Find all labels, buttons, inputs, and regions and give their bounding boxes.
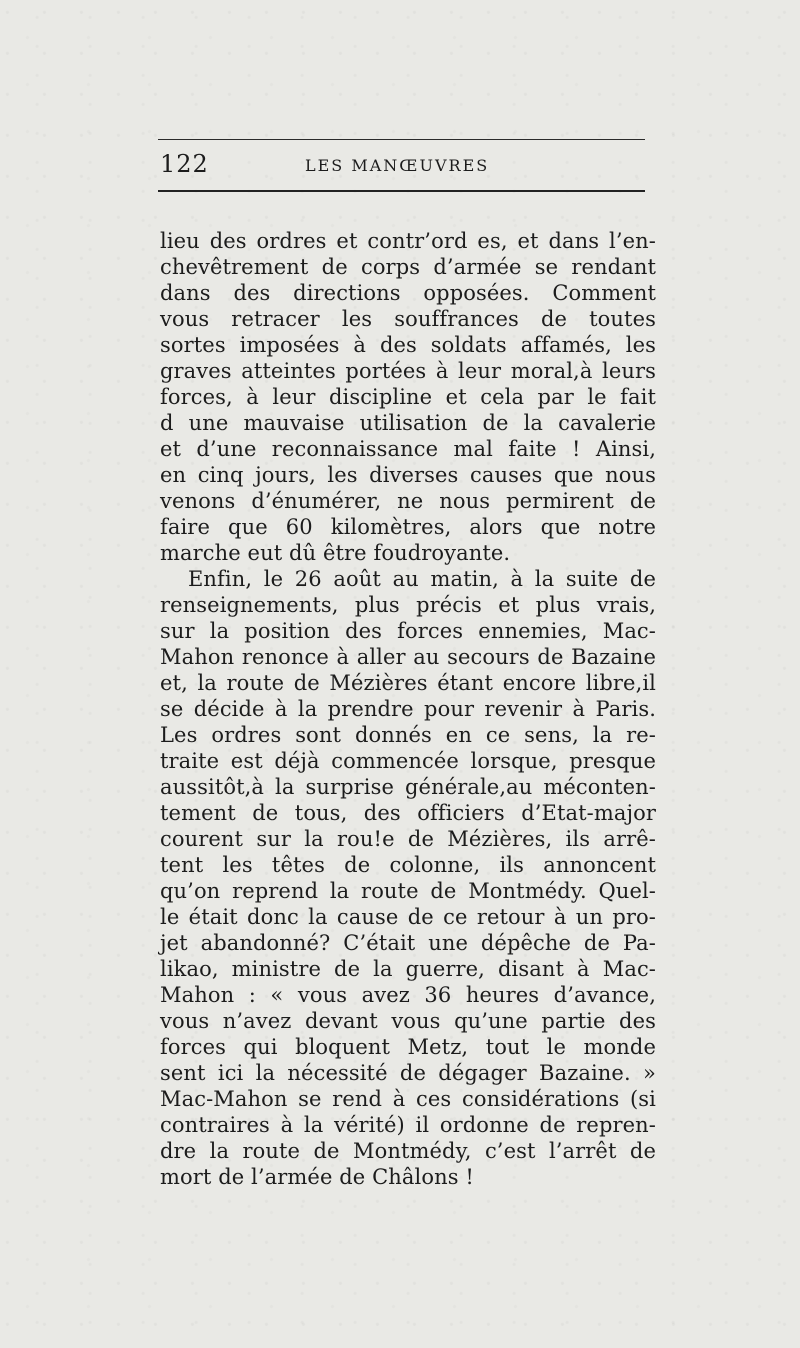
text-line: se décide à la prendre pour revenir à Paris. [160, 697, 656, 721]
header-rule-top [158, 139, 645, 140]
text-line: Mac-Mahon se rend à ces considérations (si [160, 1087, 656, 1111]
text-line: jet abandonné? C’était une dépêche de Pa- [160, 931, 656, 955]
text-line: courent sur la rou!e de Mézières, ils arrê- [160, 827, 656, 851]
text-line: dans des directions opposées. Comment [160, 281, 656, 305]
text-line: sent ici la nécessité de dégager Bazaine. » [160, 1061, 656, 1085]
text-line: tement de tous, des officiers d’Etat-major [160, 801, 656, 825]
text-line: forces, à leur discipline et cela par le fait [160, 385, 656, 409]
body-text [160, 228, 656, 1190]
text-line: sur la position des forces ennemies, Mac- [160, 619, 656, 643]
text-line: et, la route de Mézières étant encore libre,il [160, 671, 656, 695]
text-line: sortes imposées à des soldats affamés, les [160, 333, 656, 357]
text-line: vous n’avez devant vous qu’une partie des [160, 1009, 656, 1033]
running-title: LES MANŒUVRES [305, 156, 490, 175]
text-line: contraires à la vérité) il ordonne de repren- [160, 1113, 656, 1137]
text-line: aussitôt,à la surprise générale,au méconten- [160, 775, 656, 799]
text-line: mort de l’armée de Châlons ! [160, 1165, 474, 1189]
paragraph-start-line: Enfin, le 26 août au matin, à la suite de [188, 567, 656, 591]
text-line: renseignements, plus précis et plus vrais, [160, 593, 656, 617]
text-line: dre la route de Montmédy, c’est l’arrêt de [160, 1139, 656, 1163]
text-line: chevêtrement de corps d’armée se rendant [160, 255, 656, 279]
text-line: faire que 60 kilomètres, alors que notre [160, 515, 656, 539]
text-line: d une mauvaise utilisation de la cavalerie [160, 411, 656, 435]
text-line: Les ordres sont donnés en ce sens, la re- [160, 723, 656, 747]
text-line: graves atteintes portées à leur moral,à leurs [160, 359, 656, 383]
text-line: tent les têtes de colonne, ils annoncent [160, 853, 656, 877]
text-line: Mahon : « vous avez 36 heures d’avance, [160, 983, 656, 1007]
text-line: et d’une reconnaissance mal faite ! Ainsi, [160, 437, 656, 461]
text-line: forces qui bloquent Metz, tout le monde [160, 1035, 656, 1059]
text-line: le était donc la cause de ce retour à un pro- [160, 905, 656, 929]
header-rule-bottom [158, 190, 645, 192]
text-line: likao, ministre de la guerre, disant à Mac- [160, 957, 656, 981]
text-line: lieu des ordres et contr’ord es, et dans l’en- [160, 229, 656, 253]
text-line: marche eut dû être foudroyante. [160, 541, 511, 565]
text-line: venons d’énumérer, ne nous permirent de [160, 489, 656, 513]
text-line: traite est déjà commencée lorsque, presque [160, 749, 656, 773]
text-line: vous retracer les souffrances de toutes [160, 307, 656, 331]
page-number: 122 [160, 150, 209, 178]
text-line: Mahon renonce à aller au secours de Bazaine [160, 645, 656, 669]
text-line: qu’on reprend la route de Montmédy. Quel- [160, 879, 656, 903]
text-line: en cinq jours, les diverses causes que nous [160, 463, 656, 487]
